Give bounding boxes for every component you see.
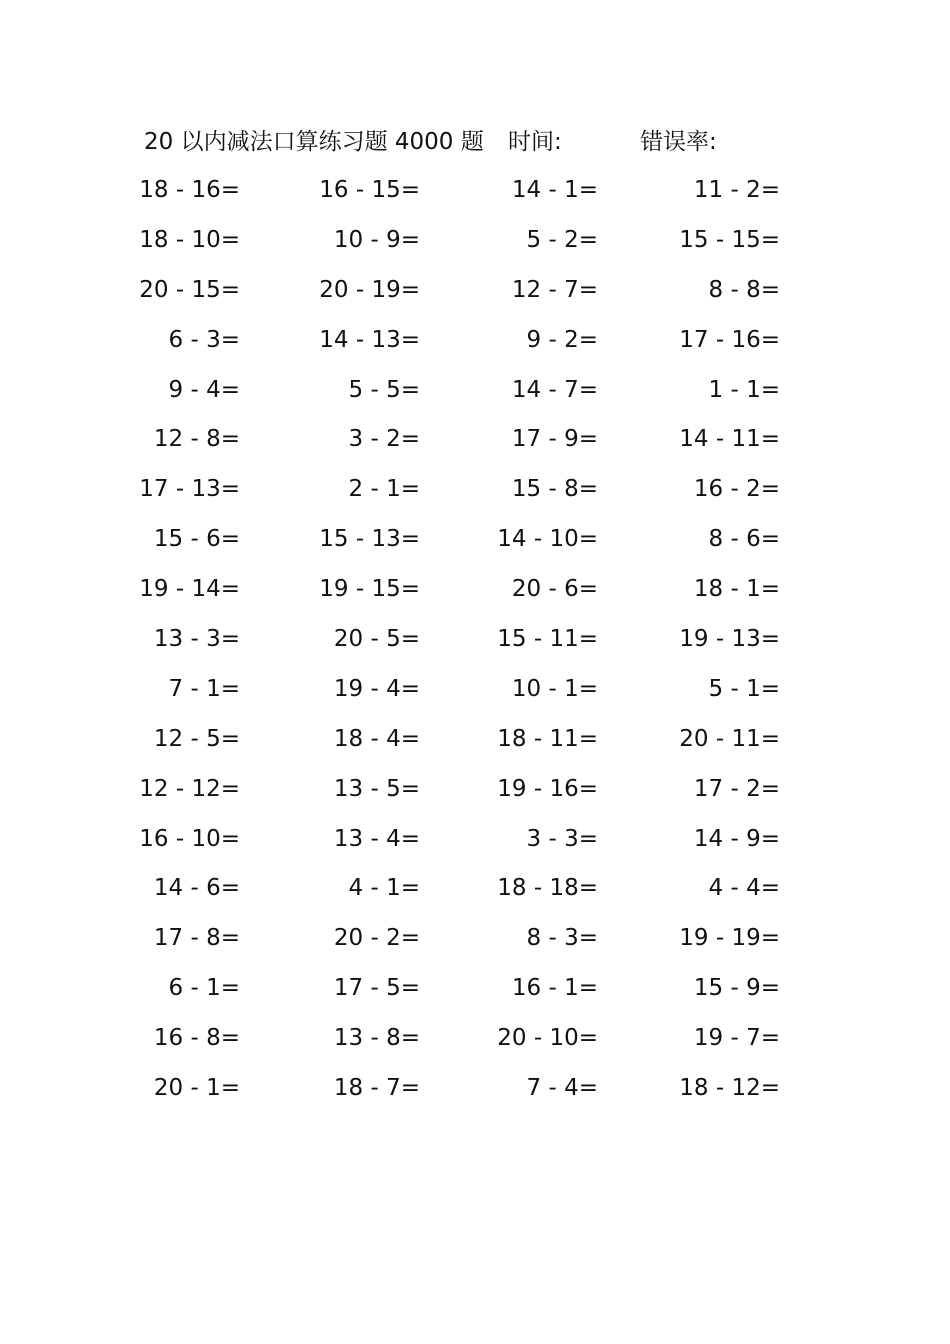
subtraction-problem: 19 - 19= xyxy=(679,925,780,952)
subtraction-problem: 18 - 16= xyxy=(139,177,240,203)
subtraction-problem: 16 - 15= xyxy=(319,177,420,203)
problem-grid xyxy=(0,172,950,1120)
subtraction-problem: 15 - 15= xyxy=(679,226,780,253)
subtraction-problem: 18 - 4= xyxy=(333,725,420,752)
subtraction-problem: 6 - 1= xyxy=(168,975,240,1002)
subtraction-problem: 14 - 10= xyxy=(497,526,598,553)
subtraction-problem: 5 - 1= xyxy=(708,675,780,702)
problem-row xyxy=(0,920,950,970)
subtraction-problem: 20 - 6= xyxy=(511,576,598,603)
subtraction-problem: 15 - 11= xyxy=(497,626,598,653)
subtraction-problem: 5 - 2= xyxy=(526,226,598,253)
problem-row xyxy=(0,1070,950,1120)
subtraction-problem: 19 - 4= xyxy=(333,675,420,702)
worksheet-title: 20 以内减法口算练习题 4000 题 xyxy=(144,129,484,155)
problem-row xyxy=(0,671,950,721)
subtraction-problem: 4 - 4= xyxy=(708,875,780,902)
subtraction-problem: 9 - 2= xyxy=(526,326,598,353)
subtraction-problem: 15 - 8= xyxy=(511,476,598,503)
subtraction-problem: 14 - 13= xyxy=(319,326,420,353)
subtraction-problem: 20 - 1= xyxy=(153,1075,240,1102)
subtraction-problem: 10 - 9= xyxy=(333,226,420,253)
worksheet-header xyxy=(0,124,950,160)
subtraction-problem: 14 - 11= xyxy=(679,426,780,453)
subtraction-problem: 14 - 7= xyxy=(511,376,598,403)
subtraction-problem: 19 - 7= xyxy=(693,1025,780,1052)
subtraction-problem: 20 - 10= xyxy=(497,1025,598,1052)
subtraction-problem: 7 - 1= xyxy=(168,675,240,702)
subtraction-problem: 17 - 5= xyxy=(333,975,420,1002)
subtraction-problem: 14 - 9= xyxy=(693,825,780,852)
subtraction-problem: 17 - 2= xyxy=(693,775,780,802)
problem-row xyxy=(0,821,950,871)
subtraction-problem: 8 - 6= xyxy=(708,526,780,553)
subtraction-problem: 2 - 1= xyxy=(348,476,420,503)
subtraction-problem: 20 - 5= xyxy=(333,626,420,653)
subtraction-problem: 17 - 13= xyxy=(139,476,240,503)
problem-row xyxy=(0,421,950,471)
problem-row xyxy=(0,621,950,671)
subtraction-problem: 15 - 6= xyxy=(153,526,240,553)
problem-row xyxy=(0,322,950,372)
subtraction-problem: 14 - 6= xyxy=(153,875,240,902)
subtraction-problem: 3 - 3= xyxy=(526,825,598,852)
subtraction-problem: 16 - 2= xyxy=(693,476,780,503)
subtraction-problem: 3 - 2= xyxy=(348,426,420,453)
subtraction-problem: 18 - 1= xyxy=(693,576,780,603)
subtraction-problem: 12 - 7= xyxy=(511,276,598,303)
subtraction-problem: 9 - 4= xyxy=(168,376,240,403)
subtraction-problem: 12 - 5= xyxy=(153,725,240,752)
subtraction-problem: 20 - 11= xyxy=(679,725,780,752)
subtraction-problem: 13 - 3= xyxy=(153,626,240,653)
problem-row xyxy=(0,521,950,571)
subtraction-problem: 1 - 1= xyxy=(708,376,780,403)
subtraction-problem: 16 - 8= xyxy=(153,1025,240,1052)
problem-row xyxy=(0,372,950,422)
subtraction-problem: 11 - 2= xyxy=(693,177,780,203)
subtraction-problem: 18 - 18= xyxy=(497,875,598,902)
problem-row xyxy=(0,970,950,1020)
subtraction-problem: 17 - 9= xyxy=(511,426,598,453)
subtraction-problem: 7 - 4= xyxy=(526,1075,598,1102)
problem-row xyxy=(0,172,950,222)
subtraction-problem: 15 - 13= xyxy=(319,526,420,553)
subtraction-problem: 13 - 8= xyxy=(333,1025,420,1052)
subtraction-problem: 19 - 15= xyxy=(319,576,420,603)
problem-row xyxy=(0,771,950,821)
subtraction-problem: 20 - 15= xyxy=(139,276,240,303)
problem-row xyxy=(0,571,950,621)
subtraction-problem: 19 - 13= xyxy=(679,626,780,653)
subtraction-problem: 8 - 8= xyxy=(708,276,780,303)
subtraction-problem: 16 - 10= xyxy=(139,825,240,852)
problem-row xyxy=(0,222,950,272)
error-rate-label: 错误率: xyxy=(640,129,717,155)
subtraction-problem: 16 - 1= xyxy=(511,975,598,1002)
problem-row xyxy=(0,272,950,322)
subtraction-problem: 13 - 5= xyxy=(333,775,420,802)
subtraction-problem: 10 - 1= xyxy=(511,675,598,702)
subtraction-problem: 12 - 8= xyxy=(153,426,240,453)
subtraction-problem: 20 - 19= xyxy=(319,276,420,303)
subtraction-problem: 20 - 2= xyxy=(333,925,420,952)
problem-row xyxy=(0,721,950,771)
subtraction-problem: 6 - 3= xyxy=(168,326,240,353)
problem-row xyxy=(0,471,950,521)
time-label: 时间: xyxy=(508,129,562,155)
problem-row xyxy=(0,1020,950,1070)
subtraction-problem: 17 - 8= xyxy=(153,925,240,952)
subtraction-problem: 18 - 11= xyxy=(497,725,598,752)
subtraction-problem: 18 - 7= xyxy=(333,1075,420,1102)
subtraction-problem: 8 - 3= xyxy=(526,925,598,952)
subtraction-problem: 19 - 14= xyxy=(139,576,240,603)
subtraction-problem: 19 - 16= xyxy=(497,775,598,802)
subtraction-problem: 12 - 12= xyxy=(139,775,240,802)
subtraction-problem: 4 - 1= xyxy=(348,875,420,902)
subtraction-problem: 18 - 12= xyxy=(679,1075,780,1102)
subtraction-problem: 13 - 4= xyxy=(333,825,420,852)
subtraction-problem: 15 - 9= xyxy=(693,975,780,1002)
problem-row xyxy=(0,870,950,920)
subtraction-problem: 17 - 16= xyxy=(679,326,780,353)
subtraction-problem: 14 - 1= xyxy=(511,177,598,203)
subtraction-problem: 18 - 10= xyxy=(139,226,240,253)
subtraction-problem: 5 - 5= xyxy=(348,376,420,403)
